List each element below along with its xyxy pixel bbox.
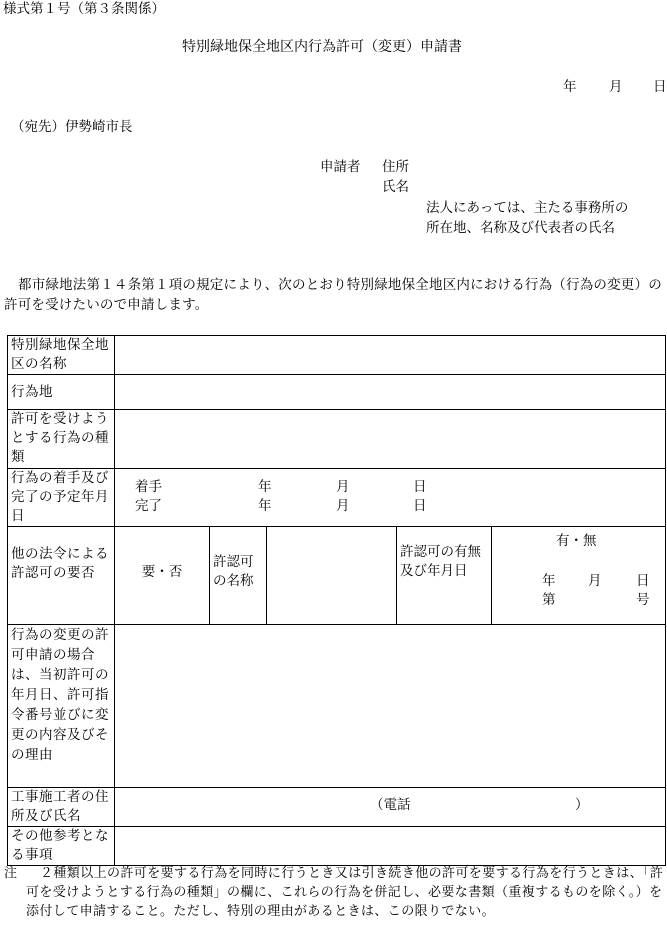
name-label: 氏名 xyxy=(382,179,409,195)
change-request-label: 行為の変更の許可申請の場合は、当初許可の年月日、許可指令番号並びに変更の内容及びその理由 xyxy=(8,625,115,788)
change-request-field[interactable] xyxy=(115,625,666,788)
permit-year: 年 xyxy=(542,573,556,589)
row-contractor xyxy=(8,788,666,827)
end-month: 月 xyxy=(336,498,350,514)
date-month: 月 xyxy=(609,79,623,95)
document-title: 特別緑地保全地区内行為許可（変更）申請書 xyxy=(182,39,462,55)
location-field[interactable] xyxy=(115,375,666,410)
intro-paragraph: 都市緑地法第１４条第１項の規定により、次のとおり特別緑地保全地区内における行為（行為の変更）の許可を受けたいので申請します。 xyxy=(4,277,662,313)
start-month: 月 xyxy=(336,479,350,495)
other-permits-label: 他の法令による許認可の要否 xyxy=(8,527,115,625)
footnote-text: ２種類以上の許可を要する行為を同時に行うとき又は引き続き他の許可を要する行為を行うときは、「許可を受けようとする行為の種類」の欄に、これらの行為を併記し、必要な書類（重複するものを除く。）を添付して申請すること。ただし、特別の理由があるときは、この限りでない。 xyxy=(26,866,664,919)
addressee: （宛先）伊勢崎市長 xyxy=(11,119,133,135)
footnote-mark: 注 xyxy=(4,866,18,881)
schedule-label: 行為の着手及び完了の予定年月日 xyxy=(8,469,115,527)
permit-dai: 第 xyxy=(542,592,556,608)
date-day: 日 xyxy=(653,79,667,95)
other-notes-label: その他参考となる事項 xyxy=(8,827,115,866)
location-label: 行為地 xyxy=(8,375,115,410)
application-table xyxy=(7,335,666,866)
phone-close: ） xyxy=(575,797,589,813)
permit-month: 月 xyxy=(588,573,602,589)
permit-gou: 号 xyxy=(636,592,650,608)
row-change-request xyxy=(8,625,666,788)
end-year: 年 xyxy=(258,498,272,514)
form-number: 様式第１号（第３条関係） xyxy=(3,1,165,17)
date-year: 年 xyxy=(563,79,577,95)
row-other-notes xyxy=(8,827,666,866)
phone-open: （電話 xyxy=(370,797,411,813)
address-label: 住所 xyxy=(382,159,409,175)
permit-status-field[interactable] xyxy=(492,527,666,625)
schedule-field[interactable] xyxy=(115,469,666,527)
permit-name-field[interactable] xyxy=(267,527,397,625)
necessity-choice: 要・否 xyxy=(141,564,183,580)
other-notes-field[interactable] xyxy=(115,827,666,866)
end-day: 日 xyxy=(413,498,427,514)
row-other-permits xyxy=(8,527,666,625)
row-schedule xyxy=(8,469,666,527)
permit-name-label: 許認可の名称 xyxy=(210,527,267,625)
start-day: 日 xyxy=(413,479,427,495)
row-district-name xyxy=(8,336,666,375)
row-location xyxy=(8,375,666,410)
action-type-label: 許可を受けようとする行為の種類 xyxy=(8,410,115,469)
corporation-note: 法人にあっては、主たる事務所の所在地、名称及び代表者の氏名 xyxy=(426,200,629,236)
contractor-field[interactable] xyxy=(115,788,666,827)
necessity-cell[interactable] xyxy=(115,527,210,625)
district-name-field[interactable] xyxy=(115,336,666,375)
action-type-field[interactable] xyxy=(115,410,666,469)
yes-no-choice: 有・無 xyxy=(556,533,597,549)
permit-day: 日 xyxy=(636,573,650,589)
contractor-label: 工事施工者の住所及び氏名 xyxy=(8,788,115,827)
applicant-role: 申請者 xyxy=(320,159,361,175)
permit-status-label: 許認可の有無及び年月日 xyxy=(397,527,492,625)
row-action-type xyxy=(8,410,666,469)
start-label: 着手 xyxy=(135,479,162,495)
start-year: 年 xyxy=(258,479,272,495)
end-label: 完了 xyxy=(135,498,162,514)
district-name-label: 特別緑地保全地区の名称 xyxy=(8,336,115,375)
footnote xyxy=(4,864,664,921)
